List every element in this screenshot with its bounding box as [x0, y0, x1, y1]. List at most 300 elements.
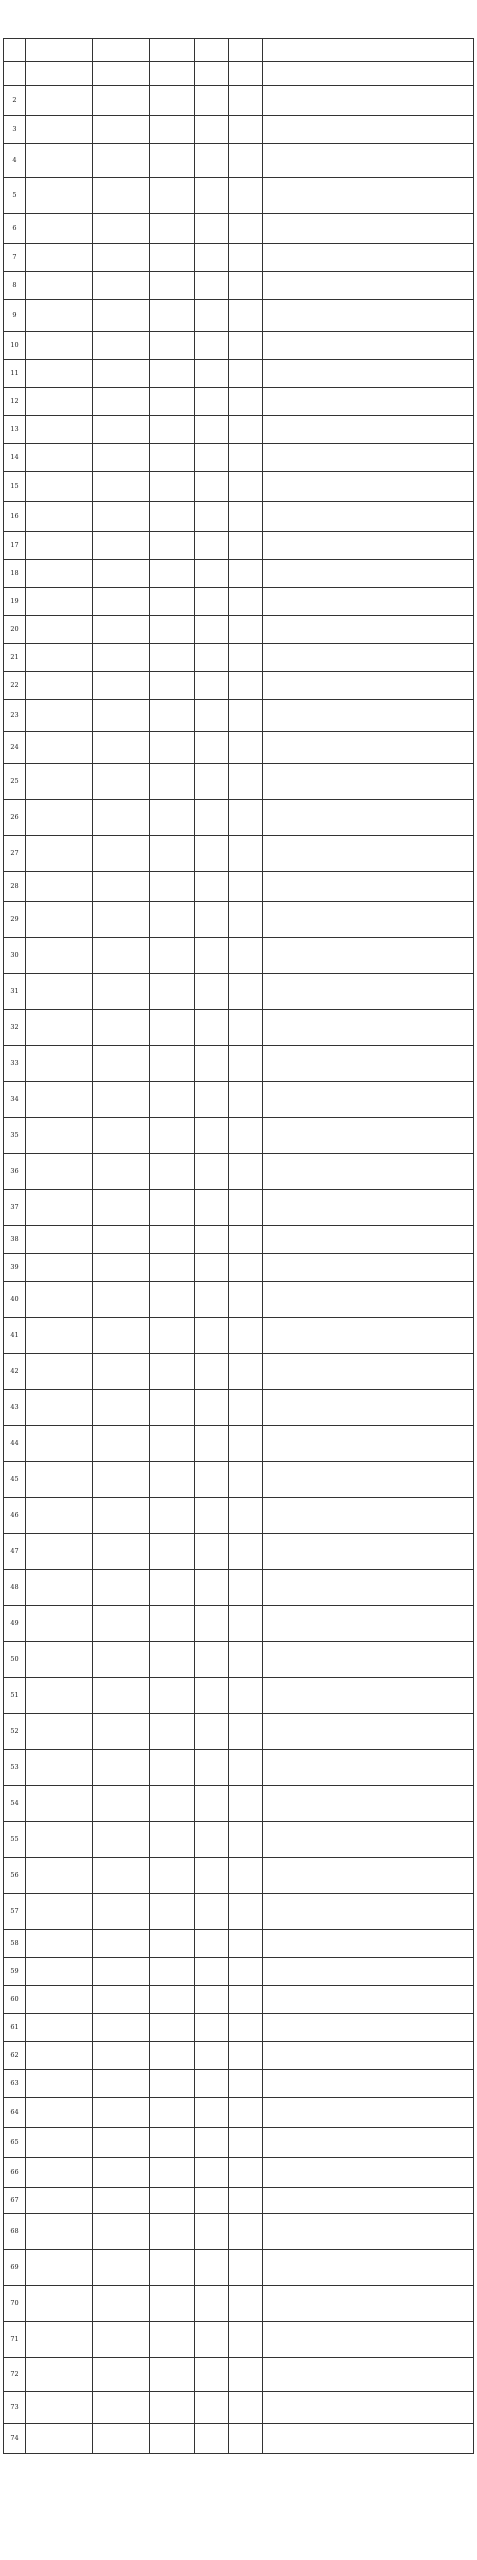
table-row: [4, 2188, 474, 2214]
cell-indicator-unit: [150, 2014, 195, 2042]
table-row: [4, 1426, 474, 1462]
cell-indicator-unit: [150, 144, 195, 178]
cell-access-value: [195, 2214, 229, 2250]
cell-standard-basis: [263, 1254, 474, 1282]
cell-indicator-name: [93, 144, 150, 178]
cell-indicator-unit: [150, 2158, 195, 2188]
cell-indicator-name: [93, 1118, 150, 1154]
cell-product-name: [26, 388, 93, 416]
cell-access-value: [195, 1426, 229, 1462]
cell-indicator-name: [93, 1318, 150, 1354]
cell-access-value: [195, 360, 229, 388]
cell-indicator-unit: [150, 1534, 195, 1570]
cell-product-name: [26, 1534, 93, 1570]
cell-advanced-value: [229, 1714, 263, 1750]
cell-serial-number: 27: [4, 836, 26, 872]
cell-standard-basis: [263, 1154, 474, 1190]
table-row: [4, 1046, 474, 1082]
cell-standard-basis: [263, 2286, 474, 2322]
cell-indicator-unit: [150, 764, 195, 800]
cell-access-value: [195, 1570, 229, 1606]
cell-serial-number: 25: [4, 764, 26, 800]
cell-indicator-unit: [150, 472, 195, 502]
cell-indicator-name: [93, 62, 150, 86]
table-row: [4, 2128, 474, 2158]
cell-indicator-name: [93, 360, 150, 388]
cell-product-name: [26, 472, 93, 502]
cell-access-value: [195, 1894, 229, 1930]
cell-advanced-value: [229, 1462, 263, 1498]
cell-product-name: [26, 1046, 93, 1082]
table-row: [4, 360, 474, 388]
cell-advanced-value: [229, 2158, 263, 2188]
cell-serial-number: 9: [4, 300, 26, 332]
cell-serial-number: 8: [4, 272, 26, 300]
cell-indicator-name: [93, 332, 150, 360]
cell-indicator-name: [93, 1642, 150, 1678]
cell-indicator-unit: [150, 2188, 195, 2214]
cell-indicator-name: [93, 214, 150, 244]
cell-standard-basis: [263, 1858, 474, 1894]
cell-access-value: [195, 938, 229, 974]
cell-advanced-value: [229, 272, 263, 300]
cell-product-name: [26, 764, 93, 800]
cell-indicator-unit: [150, 178, 195, 214]
cell-product-name: [26, 902, 93, 938]
cell-indicator-name: [93, 116, 150, 144]
cell-indicator-unit: [150, 1642, 195, 1678]
cell-advanced-value: [229, 2358, 263, 2392]
cell-standard-basis: [263, 502, 474, 532]
cell-advanced-value: [229, 764, 263, 800]
cell-serial-number: 47: [4, 1534, 26, 1570]
cell-indicator-unit: [150, 588, 195, 616]
cell-access-value: [195, 764, 229, 800]
cell-indicator-unit: [150, 2042, 195, 2070]
cell-indicator-unit: [150, 2392, 195, 2424]
cell-advanced-value: [229, 1118, 263, 1154]
cell-advanced-value: [229, 178, 263, 214]
cell-standard-basis: [263, 1226, 474, 1254]
cell-indicator-name: [93, 1282, 150, 1318]
cell-access-value: [195, 672, 229, 700]
cell-advanced-value: [229, 388, 263, 416]
cell-access-value: [195, 974, 229, 1010]
cell-advanced-value: [229, 2214, 263, 2250]
cell-indicator-unit: [150, 872, 195, 902]
table-row: [4, 1190, 474, 1226]
cell-indicator-name: [93, 2250, 150, 2286]
table-row: [4, 2158, 474, 2188]
cell-serial-number: 11: [4, 360, 26, 388]
cell-standard-basis: [263, 2424, 474, 2454]
cell-advanced-value: [229, 2250, 263, 2286]
cell-product-name: [26, 1498, 93, 1534]
cell-indicator-unit: [150, 732, 195, 764]
cell-product-name: [26, 1390, 93, 1426]
cell-indicator-name: [93, 1894, 150, 1930]
cell-product-name: [26, 272, 93, 300]
cell-access-value: [195, 1226, 229, 1254]
cell-indicator-name: [93, 732, 150, 764]
cell-serial-number: 40: [4, 1282, 26, 1318]
cell-indicator-name: [93, 1190, 150, 1226]
cell-advanced-value: [229, 1354, 263, 1390]
cell-indicator-name: [93, 2098, 150, 2128]
cell-access-value: [195, 1318, 229, 1354]
cell-indicator-name: [93, 2424, 150, 2454]
cell-advanced-value: [229, 1642, 263, 1678]
cell-product-name: [26, 1282, 93, 1318]
table-row: [4, 1498, 474, 1534]
table-row: [4, 2014, 474, 2042]
cell-indicator-name: [93, 800, 150, 836]
cell-indicator-unit: [150, 1426, 195, 1462]
cell-serial-number: 2: [4, 86, 26, 116]
cell-indicator-name: [93, 2214, 150, 2250]
cell-indicator-name: [93, 616, 150, 644]
cell-serial-number: 38: [4, 1226, 26, 1254]
cell-serial-number: 58: [4, 1930, 26, 1958]
cell-advanced-value: [229, 1958, 263, 1986]
cell-standard-basis: [263, 416, 474, 444]
cell-access-value: [195, 214, 229, 244]
table-row: [4, 1390, 474, 1426]
cell-advanced-value: [229, 974, 263, 1010]
cell-indicator-name: [93, 1570, 150, 1606]
cell-product-name: [26, 62, 93, 86]
cell-advanced-value: [229, 1082, 263, 1118]
cell-indicator-name: [93, 1986, 150, 2014]
cell-product-name: [26, 1986, 93, 2014]
cell-serial-number: 24: [4, 732, 26, 764]
cell-serial-number: 41: [4, 1318, 26, 1354]
table-row: [4, 272, 474, 300]
cell-indicator-name: [93, 244, 150, 272]
cell-product-name: [26, 178, 93, 214]
cell-advanced-value: [229, 800, 263, 836]
cell-product-name: [26, 1254, 93, 1282]
cell-serial-number: 22: [4, 672, 26, 700]
cell-serial-number: 19: [4, 588, 26, 616]
table-row: [4, 1082, 474, 1118]
table-row: [4, 1642, 474, 1678]
cell-access-value: [195, 86, 229, 116]
table-row: [4, 902, 474, 938]
cell-product-name: [26, 672, 93, 700]
cell-product-name: [26, 2014, 93, 2042]
cell-access-value: [195, 272, 229, 300]
table-row: [4, 1462, 474, 1498]
cell-advanced-value: [229, 1226, 263, 1254]
cell-access-value: [195, 178, 229, 214]
cell-indicator-name: [93, 2188, 150, 2214]
table-row: [4, 732, 474, 764]
cell-standard-basis: [263, 644, 474, 672]
cell-access-value: [195, 1642, 229, 1678]
cell-standard-basis: [263, 2358, 474, 2392]
table-row: [4, 1678, 474, 1714]
cell-indicator-unit: [150, 616, 195, 644]
cell-product-name: [26, 800, 93, 836]
table-row: [4, 1786, 474, 1822]
cell-advanced-value: [229, 1570, 263, 1606]
table-row: [4, 2392, 474, 2424]
cell-standard-basis: [263, 1318, 474, 1354]
cell-access-value: [195, 1390, 229, 1426]
cell-serial-number: 17: [4, 532, 26, 560]
cell-serial-number: 26: [4, 800, 26, 836]
cell-advanced-value: [229, 244, 263, 272]
cell-standard-basis: [263, 1714, 474, 1750]
cell-indicator-name: [93, 1082, 150, 1118]
cell-access-value: [195, 1282, 229, 1318]
cell-advanced-value: [229, 1254, 263, 1282]
cell-indicator-name: [93, 2322, 150, 2358]
cell-standard-basis: [263, 332, 474, 360]
cell-indicator-name: [93, 1606, 150, 1642]
cell-access-value: [195, 700, 229, 732]
table-row: [4, 1226, 474, 1254]
cell-indicator-unit: [150, 332, 195, 360]
cell-standard-basis: [263, 974, 474, 1010]
cell-advanced-value: [229, 144, 263, 178]
table-row: [4, 444, 474, 472]
table-row: [4, 214, 474, 244]
cell-standard-basis: [263, 1046, 474, 1082]
cell-standard-basis: [263, 1282, 474, 1318]
cell-standard-basis: [263, 144, 474, 178]
cell-serial-number: 30: [4, 938, 26, 974]
cell-serial-number: 16: [4, 502, 26, 532]
cell-advanced-value: [229, 1750, 263, 1786]
cell-access-value: [195, 1858, 229, 1894]
cell-indicator-name: [93, 764, 150, 800]
cell-standard-basis: [263, 1570, 474, 1606]
cell-indicator-name: [93, 672, 150, 700]
table-row: [4, 502, 474, 532]
cell-advanced-value: [229, 836, 263, 872]
cell-indicator-unit: [150, 1046, 195, 1082]
cell-indicator-unit: [150, 1354, 195, 1390]
cell-standard-basis: [263, 764, 474, 800]
cell-indicator-unit: [150, 1858, 195, 1894]
cell-serial-number: 39: [4, 1254, 26, 1282]
cell-advanced-value: [229, 1318, 263, 1354]
cell-access-value: [195, 244, 229, 272]
cell-indicator-unit: [150, 2424, 195, 2454]
cell-standard-basis: [263, 588, 474, 616]
cell-serial-number: 42: [4, 1354, 26, 1390]
cell-advanced-value: [229, 560, 263, 588]
header-indicator-unit: [150, 39, 195, 62]
cell-product-name: [26, 1118, 93, 1154]
table-header-row: [4, 39, 474, 62]
cell-access-value: [195, 2014, 229, 2042]
document-title: [0, 0, 477, 38]
cell-access-value: [195, 1986, 229, 2014]
cell-indicator-name: [93, 1254, 150, 1282]
cell-indicator-name: [93, 1750, 150, 1786]
cell-indicator-unit: [150, 800, 195, 836]
cell-advanced-value: [229, 444, 263, 472]
cell-serial-number: 32: [4, 1010, 26, 1046]
table-row: [4, 616, 474, 644]
cell-advanced-value: [229, 2098, 263, 2128]
cell-standard-basis: [263, 616, 474, 644]
table-row: [4, 2250, 474, 2286]
cell-product-name: [26, 560, 93, 588]
cell-access-value: [195, 444, 229, 472]
cell-advanced-value: [229, 1426, 263, 1462]
cell-indicator-unit: [150, 1254, 195, 1282]
header-indicator-name: [93, 39, 150, 62]
cell-product-name: [26, 1082, 93, 1118]
cell-serial-number: [4, 62, 26, 86]
cell-indicator-unit: [150, 1390, 195, 1426]
cell-access-value: [195, 2098, 229, 2128]
cell-product-name: [26, 1606, 93, 1642]
cell-indicator-unit: [150, 836, 195, 872]
cell-indicator-unit: [150, 2214, 195, 2250]
cell-standard-basis: [263, 560, 474, 588]
cell-access-value: [195, 2424, 229, 2454]
cell-access-value: [195, 1082, 229, 1118]
cell-indicator-unit: [150, 1282, 195, 1318]
table-row: [4, 974, 474, 1010]
cell-indicator-name: [93, 644, 150, 672]
cell-product-name: [26, 732, 93, 764]
cell-product-name: [26, 332, 93, 360]
cell-serial-number: 73: [4, 2392, 26, 2424]
cell-indicator-name: [93, 1390, 150, 1426]
cell-indicator-name: [93, 1858, 150, 1894]
cell-indicator-name: [93, 1462, 150, 1498]
cell-product-name: [26, 2214, 93, 2250]
cell-indicator-unit: [150, 2286, 195, 2322]
cell-standard-basis: [263, 1786, 474, 1822]
cell-indicator-unit: [150, 1678, 195, 1714]
cell-serial-number: 23: [4, 700, 26, 732]
cell-standard-basis: [263, 800, 474, 836]
cell-serial-number: 15: [4, 472, 26, 502]
cell-indicator-unit: [150, 1786, 195, 1822]
table-row: [4, 1858, 474, 1894]
cell-product-name: [26, 2070, 93, 2098]
cell-product-name: [26, 1010, 93, 1046]
cell-indicator-name: [93, 974, 150, 1010]
cell-product-name: [26, 300, 93, 332]
cell-indicator-name: [93, 2392, 150, 2424]
cell-access-value: [195, 1254, 229, 1282]
cell-indicator-name: [93, 2286, 150, 2322]
cell-indicator-unit: [150, 1894, 195, 1930]
table-row: [4, 1822, 474, 1858]
cell-indicator-name: [93, 532, 150, 560]
cell-standard-basis: [263, 872, 474, 902]
cell-standard-basis: [263, 1606, 474, 1642]
cell-indicator-unit: [150, 700, 195, 732]
cell-access-value: [195, 1462, 229, 1498]
cell-indicator-name: [93, 1426, 150, 1462]
cell-serial-number: 36: [4, 1154, 26, 1190]
cell-indicator-unit: [150, 974, 195, 1010]
cell-indicator-name: [93, 1714, 150, 1750]
cell-product-name: [26, 1462, 93, 1498]
cell-product-name: [26, 836, 93, 872]
cell-product-name: [26, 1190, 93, 1226]
cell-indicator-name: [93, 2128, 150, 2158]
cell-serial-number: 12: [4, 388, 26, 416]
cell-access-value: [195, 502, 229, 532]
cell-product-name: [26, 1226, 93, 1254]
cell-serial-number: 7: [4, 244, 26, 272]
cell-standard-basis: [263, 532, 474, 560]
table-row: [4, 416, 474, 444]
cell-advanced-value: [229, 2070, 263, 2098]
table-row: [4, 1534, 474, 1570]
cell-indicator-unit: [150, 116, 195, 144]
cell-indicator-name: [93, 588, 150, 616]
cell-serial-number: 68: [4, 2214, 26, 2250]
table-row: [4, 588, 474, 616]
table-row: [4, 1154, 474, 1190]
table-row: [4, 872, 474, 902]
cell-indicator-unit: [150, 1930, 195, 1958]
table-row: [4, 1118, 474, 1154]
table-row: [4, 672, 474, 700]
table-row: [4, 1930, 474, 1958]
cell-standard-basis: [263, 2250, 474, 2286]
cell-standard-basis: [263, 1534, 474, 1570]
cell-indicator-name: [93, 700, 150, 732]
cell-serial-number: 6: [4, 214, 26, 244]
cell-advanced-value: [229, 1678, 263, 1714]
cell-product-name: [26, 1642, 93, 1678]
cell-advanced-value: [229, 938, 263, 974]
table-row: [4, 836, 474, 872]
cell-indicator-name: [93, 2358, 150, 2392]
cell-access-value: [195, 1118, 229, 1154]
cell-indicator-name: [93, 1010, 150, 1046]
cell-advanced-value: [229, 902, 263, 938]
cell-serial-number: 31: [4, 974, 26, 1010]
cell-indicator-name: [93, 902, 150, 938]
cell-advanced-value: [229, 1786, 263, 1822]
table-row: [4, 700, 474, 732]
cell-access-value: [195, 332, 229, 360]
cell-advanced-value: [229, 2188, 263, 2214]
cell-indicator-unit: [150, 532, 195, 560]
cell-product-name: [26, 1154, 93, 1190]
cell-serial-number: 34: [4, 1082, 26, 1118]
cell-product-name: [26, 644, 93, 672]
cell-access-value: [195, 2188, 229, 2214]
table-row: [4, 62, 474, 86]
cell-standard-basis: [263, 1986, 474, 2014]
cell-indicator-name: [93, 1226, 150, 1254]
cell-indicator-unit: [150, 560, 195, 588]
cell-standard-basis: [263, 1678, 474, 1714]
table-row: [4, 178, 474, 214]
cell-serial-number: 52: [4, 1714, 26, 1750]
cell-access-value: [195, 872, 229, 902]
cell-access-value: [195, 2392, 229, 2424]
cell-product-name: [26, 86, 93, 116]
table-row: [4, 1894, 474, 1930]
table-row: [4, 144, 474, 178]
cell-access-value: [195, 732, 229, 764]
